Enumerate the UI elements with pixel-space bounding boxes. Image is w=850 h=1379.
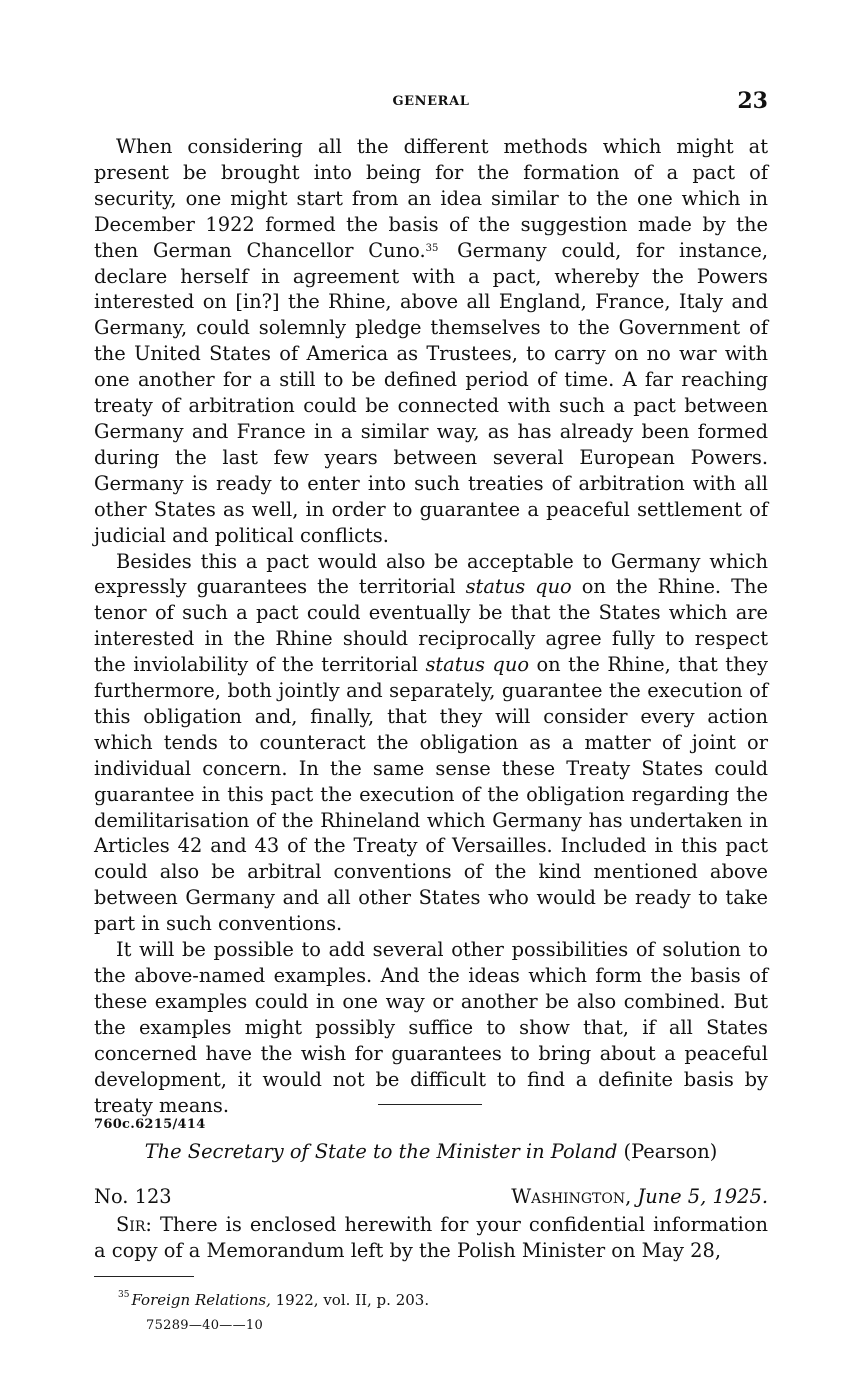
paragraph-1-text-a: When considering all the different methods which might at present be brought into being for the formation of a pact of security, one might start from an idea similar to the one which in December 1922 formed the basis of the suggestion made by the then German Chancellor Cuno. (94, 135, 768, 262)
body-text (94, 134, 768, 1118)
paragraph-2 (94, 549, 768, 938)
document-dateline (511, 1185, 768, 1208)
paragraph-1 (94, 134, 768, 549)
print-code: 75289—40——10 (146, 1318, 264, 1333)
document-heading-main: The Secretary of State to the Minister in Poland (144, 1140, 618, 1163)
footnote-reference: 35 (425, 242, 439, 254)
letter-paragraph (94, 1212, 768, 1264)
document-place: Washington, (511, 1185, 632, 1208)
letter-text (94, 1212, 768, 1264)
footnote-divider (94, 1276, 194, 1277)
section-divider (378, 1104, 482, 1105)
paragraph-3: It will be possible to add several other possibilities of solution to the above-named examples. And the ideas which form the basis of these examples could in one way or another be also combined. But the examples might possibly suffice to show that, if all States concerned have the wish for guarantees to bring about a peaceful development, it would not be difficult to find a definite basis by treaty means. (94, 938, 768, 1117)
document-heading-person: (Pearson) (623, 1140, 718, 1163)
running-head (94, 88, 768, 120)
paragraph-2-text-c: on the Rhine, that they furthermore, both jointly and separately, guarantee the execution of this obligation and, finally, that they will consider every action which tends to counteract the obligation as a matter of joint or individual concern. In the same sense these Treaty States could guarantee in this pact the execution of the obligation regarding the demilitarisation of the Rhineland which Germany has undertaken in Articles 42 and 43 of the Treaty of Versailles. Included in this pact could also be arbitral conventions of the kind mentioned above between Germany and all other States who would be ready to take part in such conventions. (94, 653, 769, 936)
running-title: GENERAL (392, 94, 470, 109)
salutation: Sir: (116, 1213, 152, 1236)
footnote-marker: 35 (118, 1290, 130, 1300)
page-number: 23 (737, 88, 768, 114)
document-date: June 5, 1925. (637, 1185, 768, 1208)
footnote (118, 1291, 429, 1309)
paragraph-2-text-b: on the Rhine. The tenor of such a pact could eventually be that the States which are interested in the Rhine should reciprocally agree fully to respect the inviolability of the territorial (94, 575, 769, 677)
paragraph-2-text-a: Besides this a pact would also be acceptable to Germany which expressly guarantees the territorial (94, 549, 768, 599)
file-number: 760c.6215/414 (94, 1117, 206, 1132)
status-quo-term: status quo (425, 653, 530, 677)
paragraph-1-text-b: Germany could, for instance, declare herself in agreement with a pact, whereby the Powers interested on [in?] the Rhine, above all England, France, Italy and Germany, could solemnly pledge themselves to the Government of the United States of America as Trustees, to carry on no war with one another for a still to be defined period of time. A far reaching treaty of arbitration could be connected with such a pact between Germany and France in a similar way, as has already been formed during the last few years between several European Powers. Germany is ready to enter into such treaties of arbitration with all other States as well, in order to guarantee a peaceful settlement of judicial and political conflicts. (94, 238, 768, 547)
footnote-citation: 1922, vol. II, p. 203. (275, 1291, 430, 1309)
status-quo-term: status quo (465, 575, 572, 599)
letter-body: There is enclosed herewith for your confidential information a copy of a Memorandum left by the Polish Minister on May 28, (94, 1213, 768, 1262)
footnote-source: Foreign Relations, (131, 1291, 271, 1309)
document-number: No. 123 (94, 1185, 172, 1208)
document-heading (94, 1140, 768, 1163)
